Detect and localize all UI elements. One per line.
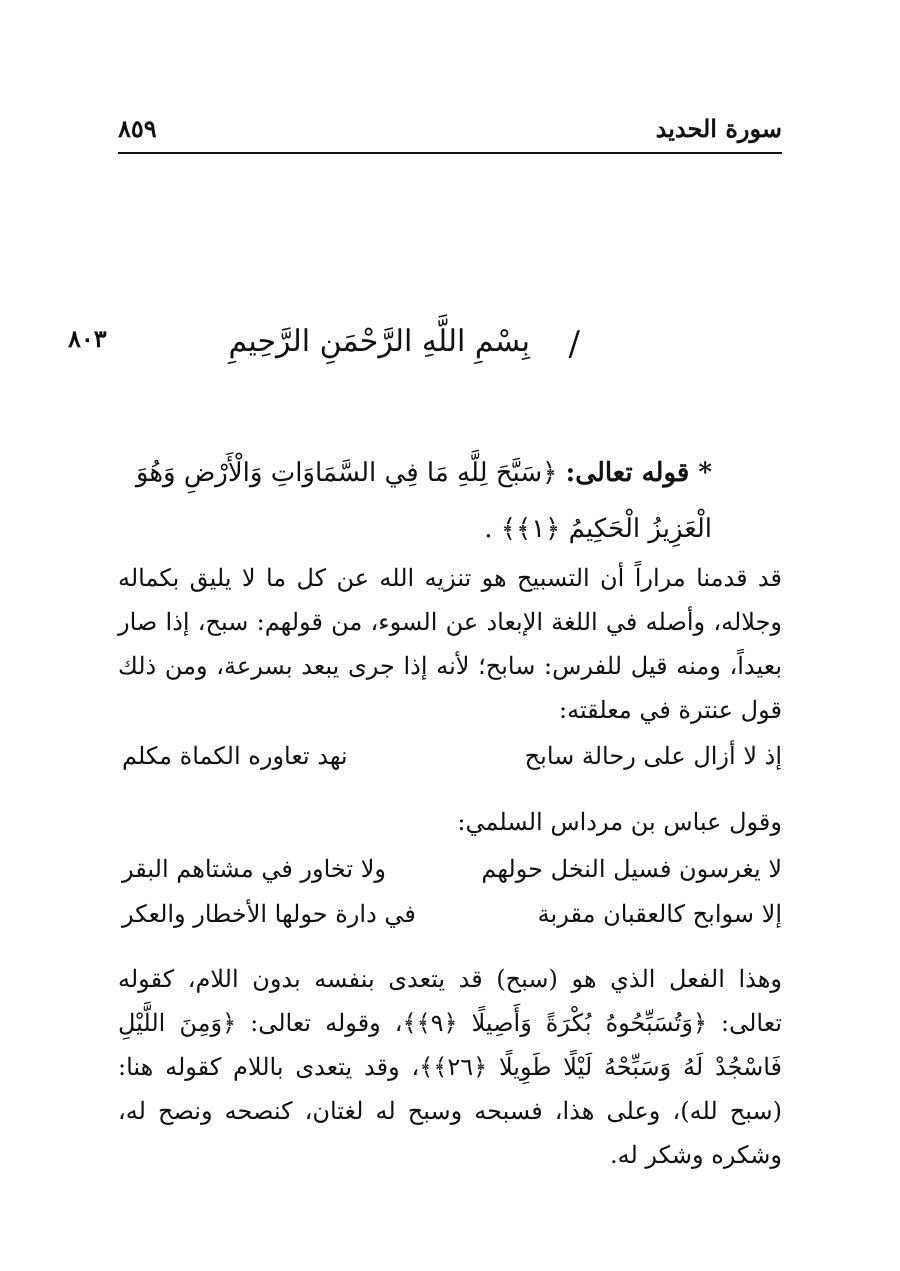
poem-line bbox=[122, 742, 782, 786]
surah-title: سورة الحديد bbox=[655, 114, 782, 143]
page-header bbox=[118, 108, 782, 154]
paragraph-1: قد قدمنا مراراً أن التسبيح هو تنزيه الله عن كل ما لا يليق بكماله وجلاله، وأصله في اللغة الإبعاد عن السوء، من قولهم: سبح، إذا صار بعيداً، ومنه قيل للفرس: سابح؛ لأنه إذا جرى يبعد بسرعة، ومن ذلك قول عنترة في معلقته: bbox=[118, 564, 783, 724]
poem-hemistich-second: ولا تخاور في مشتاهم البقر bbox=[122, 855, 386, 883]
bismillah-row bbox=[60, 318, 780, 378]
page-number: ٨٥٩ bbox=[118, 114, 157, 143]
verse-block bbox=[112, 445, 712, 557]
poem-hemistich-first: إذ لا أزال على رحالة سابح bbox=[524, 742, 782, 770]
verse-intro: * قوله تعالى: bbox=[565, 458, 712, 488]
poem-line bbox=[122, 900, 782, 944]
margin-page-number: ٨٠٣ bbox=[68, 324, 107, 353]
poem-hemistich-second: في دارة حولها الأخطار والعكر bbox=[122, 900, 416, 928]
paragraph-2: وهذا الفعل الذي هو (سبح) قد يتعدى بنفسه بدون اللام، كقوله تعالى: ﴿وَتُسَبِّحُوهُ بُكْرَةً وَأَصِيلًا ﴿٩﴾﴾، وقوله تعالى: ﴿وَمِنَ اللَّيْلِ فَاسْجُدْ لَهُ وَسَبِّحْهُ لَيْلًا طَوِيلًا ﴿٢٦﴾﴾، وقد يتعدى باللام كقوله هنا: (سبح لله)، وعلى هذا، فسبحه وسبح له لغتان، كنصحه ونصح له، وشكره وشكر له. bbox=[118, 965, 783, 1169]
bismillah: بِسْمِ اللَّهِ الرَّحْمَنِ الرَّحِيمِ bbox=[228, 324, 530, 359]
poem2-intro: وقول عباس بن مرداس السلمي: bbox=[457, 808, 782, 836]
poem-line bbox=[122, 855, 782, 899]
poem-hemistich-first: لا يغرسون فسيل النخل حولهم bbox=[481, 855, 782, 883]
poem-hemistich-first: إلا سوابح كالعقبان مقربة bbox=[537, 900, 782, 928]
page-break-marker: / bbox=[568, 324, 580, 364]
poem-hemistich-second: نهد تعاوره الكماة مكلم bbox=[122, 742, 348, 770]
verse-text: ﴿سَبَّحَ لِلَّهِ مَا فِي السَّمَاوَاتِ وَالْأَرْضِ وَهُوَ الْعَزِيزُ الْحَكِيمُ ﴿١﴾﴾ . bbox=[135, 458, 712, 544]
